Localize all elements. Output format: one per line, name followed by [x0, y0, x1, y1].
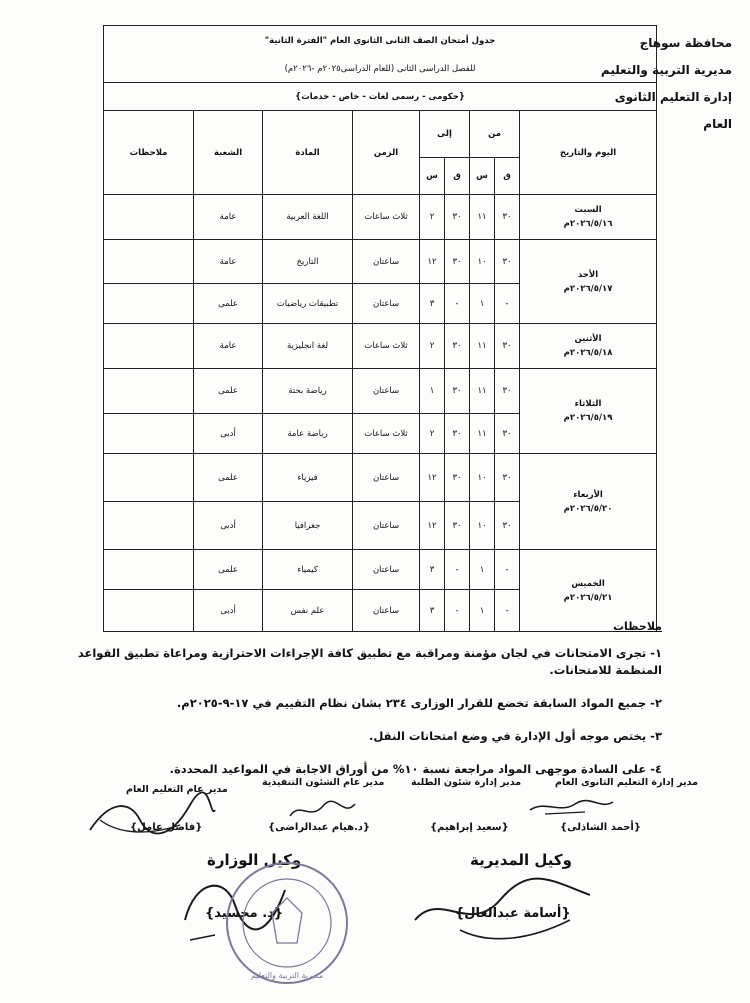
col-to-hour: س [420, 158, 445, 195]
signature-scribble [400, 870, 600, 950]
cell-notes [104, 502, 194, 550]
sig-name-deputy-directorate: {أسامة عبدالعال} [455, 906, 571, 921]
cell-branch: علمى [194, 284, 263, 324]
table-row [104, 324, 657, 369]
col-branch: الشعبة [194, 111, 263, 195]
cell-duration: ساعتان [353, 550, 420, 590]
cell-to-hour: ٣ [420, 590, 445, 632]
cell-subject: التاريخ [263, 240, 353, 284]
day-date-cell [520, 369, 657, 454]
signature-scribble [285, 796, 360, 824]
col-from-minute: ق [495, 158, 520, 195]
cell-branch: عامة [194, 240, 263, 284]
cell-branch: أدبى [194, 414, 263, 454]
sig-name-student-affairs: {سعيد إبراهيم} [430, 822, 509, 833]
cell-from-minute: ٣٠ [495, 369, 520, 414]
exam-schedule-table [103, 25, 657, 632]
day-date-cell [520, 240, 657, 324]
cell-to-hour: ٣ [420, 550, 445, 590]
cell-duration: ثلاث ساعات [353, 414, 420, 454]
note-item: ١- تجرى الامتحانات في لجان مؤمنة ومراقبة مع تطبيق كافة الإجراءات الاحترازية ومراعاة تطبيق القواعد المنظمة للامتحانات. [77, 646, 662, 677]
cell-from-minute: - [495, 550, 520, 590]
stamp-text: مديرية التربية والتعليم [250, 971, 324, 980]
cell-from-minute: - [495, 590, 520, 632]
table-row [104, 550, 657, 590]
cell-branch: علمى [194, 550, 263, 590]
col-duration: الزمن [353, 111, 420, 195]
sig-title-exec-affairs: مدير عام الشئون التنفيذية [262, 777, 385, 788]
sig-title-secondary-director: مدير إدارة التعليم الثانوى العام [555, 777, 699, 788]
directorate-label: مديرية التربية والتعليم [600, 63, 732, 77]
cell-from-minute: ٣٠ [495, 240, 520, 284]
administration-label: إدارة التعليم الثانوى العام [614, 90, 732, 131]
cell-from-minute: ٣٠ [495, 414, 520, 454]
cell-subject: اللغة العربية [263, 195, 353, 240]
cell-to-hour: ١٢ [420, 240, 445, 284]
cell-subject: جغرافيا [263, 502, 353, 550]
cell-to-minute: ٣٠ [445, 195, 470, 240]
cell-to-minute: ٣٠ [445, 414, 470, 454]
table-title: جدول أمتحان الصف الثانى الثانوى العام "الفترة الثانية" [104, 26, 657, 57]
cell-branch: أدبى [194, 502, 263, 550]
cell-to-minute: ٣٠ [445, 502, 470, 550]
cell-notes [104, 240, 194, 284]
cell-to-minute: - [445, 284, 470, 324]
cell-from-hour: ١ [470, 590, 495, 632]
cell-notes [104, 284, 194, 324]
sig-name-deputy-ministry: {د. محسيد} [205, 906, 284, 921]
cell-subject: تطبيقات رياضيات [263, 284, 353, 324]
cell-branch: علمى [194, 454, 263, 502]
col-to-minute: ق [445, 158, 470, 195]
note-item: ٤- على السادة موجهى المواد مراجعة نسبة ١٠% من أوراق الاجابة في المواعيد المحددة. [169, 762, 662, 776]
notes-title: ملاحظات [613, 620, 662, 633]
cell-duration: ساعتان [353, 590, 420, 632]
col-day-date: اليوم والتاريخ [520, 111, 657, 195]
sig-title-deputy-directorate: وكيل المديرية [470, 851, 572, 869]
cell-from-minute: - [495, 284, 520, 324]
note-item: ٢- جميع المواد السابقة تخضع للقرار الوزارى ٢٣٤ بشان نظام التقييم في ١٧-٩-٢٠٢٥م. [176, 696, 662, 710]
cell-to-hour: ٢ [420, 324, 445, 369]
day-date: ٢٠٢٦/٥/١٩م [563, 413, 613, 423]
cell-to-minute: ٣٠ [445, 324, 470, 369]
cell-branch: أدبى [194, 590, 263, 632]
cell-from-hour: ١١ [470, 324, 495, 369]
cell-duration: ثلاث ساعات [353, 324, 420, 369]
day-name: الخميس [571, 578, 605, 589]
cell-to-hour: ٣ [420, 284, 445, 324]
day-name: الأحد [577, 269, 599, 280]
cell-branch: عامة [194, 195, 263, 240]
cell-subject: كيمياء [263, 550, 353, 590]
cell-from-hour: ١١ [470, 195, 495, 240]
cell-notes [104, 414, 194, 454]
cell-notes [104, 195, 194, 240]
cell-from-hour: ١ [470, 550, 495, 590]
cell-notes [104, 454, 194, 502]
day-name: السبت [574, 205, 602, 215]
notes-section [62, 620, 662, 794]
day-date-cell [520, 454, 657, 550]
official-stamp [222, 858, 352, 988]
day-name: الأربعاء [573, 489, 603, 500]
sig-title-general-director: مدير عام التعليم العام [126, 784, 228, 795]
table-row [104, 240, 657, 284]
cell-duration: ساعتان [353, 240, 420, 284]
col-notes: ملاحظات [104, 111, 194, 195]
sig-title-deputy-ministry: وكيل الوزارة [207, 851, 302, 869]
day-date: ٢٠٢٦/٥/١٧م [563, 283, 613, 294]
day-name: الأثنين [574, 334, 602, 344]
cell-branch: علمى [194, 369, 263, 414]
col-from-hour: س [470, 158, 495, 195]
day-date: ٢٠٢٦/٥/١٦م [563, 219, 613, 229]
cell-from-minute: ٣٠ [495, 454, 520, 502]
cell-to-hour: ١ [420, 369, 445, 414]
signature-scribble [525, 792, 615, 822]
cell-subject: رياضة عامة [263, 414, 353, 454]
cell-to-hour: ٢ [420, 195, 445, 240]
col-subject: المادة [263, 111, 353, 195]
cell-to-minute: - [445, 550, 470, 590]
cell-to-minute: ٣٠ [445, 369, 470, 414]
day-date: ٢٠٢٦/٥/١٨م [563, 348, 613, 358]
cell-notes [104, 550, 194, 590]
sig-name-general-director: {فاضل عامل} [130, 822, 203, 833]
sig-name-secondary-director: {أحمد الشاذلى} [560, 822, 641, 833]
cell-subject: علم نفس [263, 590, 353, 632]
cell-from-hour: ١٠ [470, 240, 495, 284]
cell-subject: لغة انجليزية [263, 324, 353, 369]
day-date: ٢٠٢٦/٥/٢٠م [563, 503, 613, 514]
cell-notes [104, 324, 194, 369]
signature-scribble [80, 790, 220, 845]
table-subtitle: للفصل الدراسى الثانى (للعام الدراسى٢٠٢٥م -٢٠٢٦م) [104, 56, 657, 83]
schedule-body [104, 195, 657, 632]
cell-to-minute: - [445, 590, 470, 632]
cell-to-hour: ١٢ [420, 454, 445, 502]
cell-from-hour: ١١ [470, 369, 495, 414]
cell-subject: فيزياء [263, 454, 353, 502]
cell-to-hour: ١٢ [420, 502, 445, 550]
day-date: ٢٠٢٦/٥/٢١م [563, 592, 613, 603]
cell-from-hour: ١١ [470, 414, 495, 454]
cell-from-minute: ٣٠ [495, 324, 520, 369]
cell-from-hour: ١ [470, 284, 495, 324]
day-name: الثلاثاء [574, 399, 602, 409]
schools-line: {حكومى - رسمى لغات - خاص - خدمات} [104, 83, 657, 111]
table-row [104, 369, 657, 414]
day-date-cell [520, 324, 657, 369]
cell-notes [104, 369, 194, 414]
cell-duration: ساعتان [353, 369, 420, 414]
cell-from-hour: ١٠ [470, 502, 495, 550]
note-item: ٣- يختص موجه أول الإدارة في وضع امتحانات النقل. [369, 729, 662, 743]
day-date-cell [520, 195, 657, 240]
cell-to-hour: ٢ [420, 414, 445, 454]
sig-name-exec-affairs: {د.هيام عبدالراضى} [268, 822, 371, 833]
table-row [104, 454, 657, 502]
cell-subject: رياضة بحتة [263, 369, 353, 414]
col-to: إلى [420, 111, 470, 158]
cell-duration: ساعتان [353, 454, 420, 502]
table-row [104, 195, 657, 240]
cell-duration: ثلاث ساعات [353, 195, 420, 240]
cell-from-minute: ٣٠ [495, 502, 520, 550]
cell-branch: عامة [194, 324, 263, 369]
cell-to-minute: ٣٠ [445, 240, 470, 284]
cell-from-hour: ١٠ [470, 454, 495, 502]
col-from: من [470, 111, 520, 158]
cell-duration: ساعتان [353, 502, 420, 550]
cell-duration: ساعتان [353, 284, 420, 324]
cell-from-minute: ٣٠ [495, 195, 520, 240]
governorate-label: محافظة سوهاج [639, 36, 732, 50]
cell-to-minute: ٣٠ [445, 454, 470, 502]
sig-title-student-affairs: مدير إدارة شئون الطلبة [411, 777, 522, 788]
